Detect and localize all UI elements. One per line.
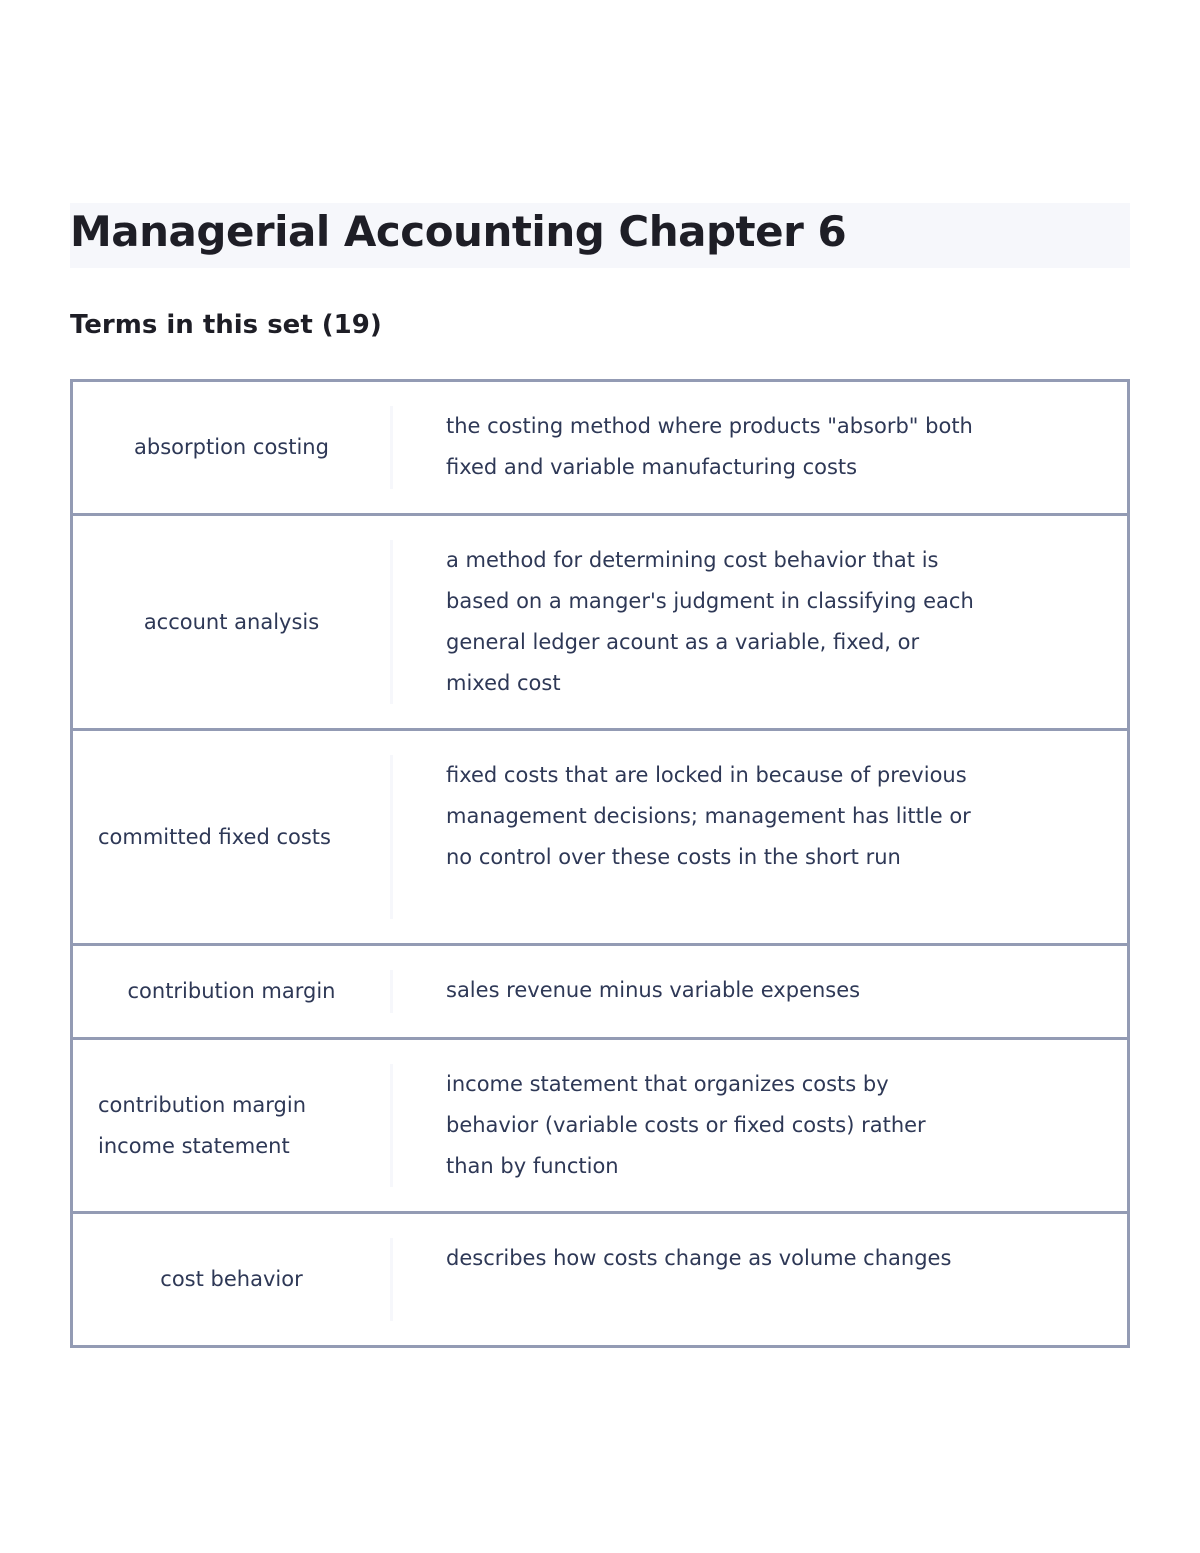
- term-cell: contribution margin income statement: [73, 1064, 393, 1187]
- term-row: [70, 379, 1130, 516]
- term-row: [70, 943, 1130, 1040]
- term-row: [70, 1037, 1130, 1214]
- term-row: [70, 513, 1130, 731]
- term-row: [70, 728, 1130, 946]
- terms-count-heading: Terms in this set (19): [70, 310, 382, 340]
- page-title: Managerial Accounting Chapter 6: [70, 207, 847, 256]
- term-cell: absorption costing: [73, 406, 393, 489]
- definition-cell: sales revenue minus variable expenses: [446, 978, 861, 1002]
- term-cell: contribution margin: [73, 970, 393, 1013]
- definition-cell: a method for determining cost behavior that is based on a manger's judgment in classifying each general ledger acount as a variable, fixed, or mixed cost: [446, 548, 974, 695]
- definition-cell: income statement that organizes costs by behavior (variable costs or fixed costs) rather than by function: [446, 1072, 926, 1178]
- definition-cell: fixed costs that are locked in because of previous management decisions; management has little or no control over these costs in the short run: [446, 763, 971, 869]
- definition-cell: describes how costs change as volume changes: [446, 1246, 952, 1270]
- definition-cell: the costing method where products "absorb" both fixed and variable manufacturing costs: [446, 414, 973, 479]
- term-cell: committed fixed costs: [73, 755, 393, 919]
- title-bar: [70, 203, 1130, 268]
- term-cell: cost behavior: [73, 1238, 393, 1321]
- terms-table: [70, 379, 1130, 1348]
- term-cell: account analysis: [73, 540, 393, 704]
- term-row: [70, 1211, 1130, 1348]
